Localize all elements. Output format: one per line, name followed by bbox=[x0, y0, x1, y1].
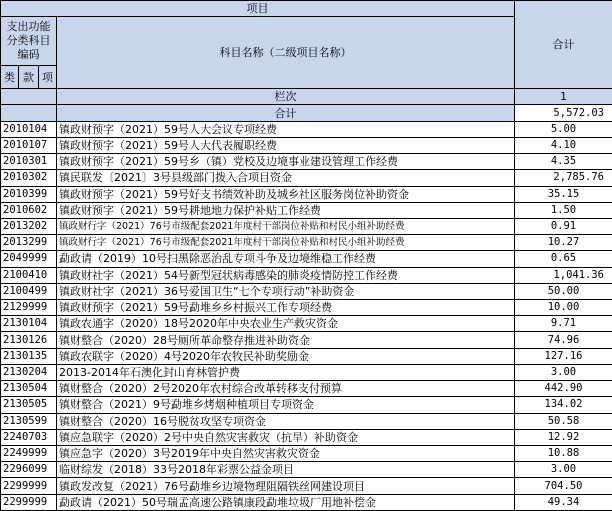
sum-label: 合计 bbox=[57, 105, 515, 121]
name-cell: 勐政请（2019）10号扫黑除恶治乱专项斗争及边境维稳工作经费 bbox=[57, 251, 515, 267]
table-row[interactable] bbox=[1, 218, 612, 234]
code-cell: 2049999 bbox=[1, 251, 57, 267]
amount-cell: 50.00 bbox=[515, 283, 612, 299]
name-cell: 镇政财社字（2021）36号爱国卫生“七个专项行动”补助资金 bbox=[57, 283, 515, 299]
row-number-value: 1 bbox=[515, 89, 612, 105]
code-cell: 2130135 bbox=[1, 348, 57, 364]
code-cell: 2100499 bbox=[1, 283, 57, 299]
table-row[interactable] bbox=[1, 397, 612, 413]
name-cell: 镇政财预字（2021）59号人大会议专项经费 bbox=[57, 121, 515, 137]
name-cell: 镇财整合（2020）2号2020年农村综合改革转移支付预算 bbox=[57, 381, 515, 397]
table-row[interactable] bbox=[1, 462, 612, 478]
amount-cell: 12.92 bbox=[515, 429, 612, 445]
amount-cell: 10.27 bbox=[515, 235, 612, 251]
code-cell: 2130504 bbox=[1, 381, 57, 397]
code-cell: 2249999 bbox=[1, 446, 57, 462]
amount-cell: 1.50 bbox=[515, 202, 612, 218]
table-row[interactable] bbox=[1, 121, 612, 137]
name-cell: 勐政请（2021）50号瑞孟高速公路镇康段勐堆垃圾厂用地补偿金 bbox=[57, 494, 515, 510]
name-cell: 镇应急字（2020）3号2019年中央自然灾害救灾资金 bbox=[57, 446, 515, 462]
code-cell: 2130204 bbox=[1, 364, 57, 380]
code-cell: 2299999 bbox=[1, 478, 57, 494]
table-row[interactable] bbox=[1, 251, 612, 267]
table-row[interactable] bbox=[1, 235, 612, 251]
table-row[interactable] bbox=[1, 154, 612, 170]
table-row[interactable] bbox=[1, 170, 612, 186]
header-item: 项 bbox=[39, 65, 57, 88]
code-cell: 2299999 bbox=[1, 494, 57, 510]
table-row[interactable] bbox=[1, 446, 612, 462]
code-cell: 2010602 bbox=[1, 202, 57, 218]
code-cell: 2010104 bbox=[1, 121, 57, 137]
sum-value: 5,572.03 bbox=[515, 105, 612, 121]
header-subject-name: 科目名称（二级项目名称） bbox=[57, 17, 515, 89]
table-row[interactable] bbox=[1, 267, 612, 283]
code-cell: 2010301 bbox=[1, 154, 57, 170]
amount-cell: 442.90 bbox=[515, 381, 612, 397]
amount-cell: 5.00 bbox=[515, 121, 612, 137]
code-cell: 2129999 bbox=[1, 300, 57, 316]
table-row[interactable] bbox=[1, 381, 612, 397]
table-row[interactable] bbox=[1, 137, 612, 153]
amount-cell: 4.10 bbox=[515, 137, 612, 153]
amount-cell: 3.00 bbox=[515, 462, 612, 478]
name-cell: 镇民联发〔2021〕3号县级部门拨入合项目资金 bbox=[57, 170, 515, 186]
table-row[interactable] bbox=[1, 202, 612, 218]
table-row[interactable] bbox=[1, 478, 612, 494]
table-row[interactable] bbox=[1, 300, 612, 316]
name-cell: 镇应急联字（2020）2号中央自然灾害救灾（抗旱）补助资金 bbox=[57, 429, 515, 445]
name-cell: 镇财整合（2020）16号脱贫攻坚专项资金 bbox=[57, 413, 515, 429]
table-row[interactable] bbox=[1, 429, 612, 445]
name-cell: 镇财整合（2020）28号厕所革命整存推进补助资金 bbox=[57, 332, 515, 348]
table-row[interactable] bbox=[1, 332, 612, 348]
table-row[interactable] bbox=[1, 348, 612, 364]
code-cell: 2130126 bbox=[1, 332, 57, 348]
table-row[interactable] bbox=[1, 316, 612, 332]
code-cell: 2010399 bbox=[1, 186, 57, 202]
amount-cell: 4.35 bbox=[515, 154, 612, 170]
amount-cell: 704.50 bbox=[515, 478, 612, 494]
name-cell: 镇政农联字（2020）4号2020年农牧民补助奖励金 bbox=[57, 348, 515, 364]
header-project: 项目 bbox=[1, 1, 515, 17]
code-cell: 2010302 bbox=[1, 170, 57, 186]
table-row[interactable] bbox=[1, 494, 612, 510]
header-total: 合计 bbox=[515, 1, 612, 89]
amount-cell: 3.00 bbox=[515, 364, 612, 380]
amount-cell: 35.15 bbox=[515, 186, 612, 202]
name-cell: 镇政发改复（2021）76号勐堆乡边境物理阻隔铁丝网建设项目 bbox=[57, 478, 515, 494]
amount-cell: 1,041.36 bbox=[515, 267, 612, 283]
table-row[interactable] bbox=[1, 364, 612, 380]
header-class: 类 bbox=[1, 65, 19, 88]
amount-cell: 10.00 bbox=[515, 300, 612, 316]
code-cell: 2130505 bbox=[1, 397, 57, 413]
name-cell: 镇政财预字（2021）59号乡（镇）党校及边境事业建设管理工作经费 bbox=[57, 154, 515, 170]
amount-cell: 50.58 bbox=[515, 413, 612, 429]
name-cell: 镇政财行字（2021）76号市级配套2021年度村干部岗位补贴和村民小组补助经费 bbox=[57, 218, 515, 234]
amount-cell: 74.96 bbox=[515, 332, 612, 348]
code-cell: 2130599 bbox=[1, 413, 57, 429]
code-cell: 2010107 bbox=[1, 137, 57, 153]
table-row[interactable] bbox=[1, 283, 612, 299]
code-cell: 2100410 bbox=[1, 267, 57, 283]
code-cell: 2296099 bbox=[1, 462, 57, 478]
header-code: 支出功能分类科目编码 bbox=[1, 17, 57, 66]
name-cell: 镇财整合（2021）9号勐堆乡烤烟种植项目专项资金 bbox=[57, 397, 515, 413]
amount-cell: 2,785.76 bbox=[515, 170, 612, 186]
code-cell: 2013202 bbox=[1, 218, 57, 234]
table-row[interactable] bbox=[1, 413, 612, 429]
name-cell: 镇政财预字（2021）59号勐堆乡乡村振兴工作专项经费 bbox=[57, 300, 515, 316]
amount-cell: 127.16 bbox=[515, 348, 612, 364]
name-cell: 镇政财行字（2021）76号市级配套2021年度村干部岗位补贴和村民小组补助经费 bbox=[57, 235, 515, 251]
code-cell: 2240703 bbox=[1, 429, 57, 445]
amount-cell: 0.91 bbox=[515, 218, 612, 234]
name-cell: 镇政财预字（2021）59号人大代表履职经费 bbox=[57, 137, 515, 153]
code-cell: 2130104 bbox=[1, 316, 57, 332]
name-cell: 镇政财预字（2021）59号好支书绩效补助及城乡社区服务岗位补助资金 bbox=[57, 186, 515, 202]
header-section: 款 bbox=[19, 65, 39, 88]
name-cell: 镇政财社字（2021）54号新型冠状病毒感染的肺炎疫情防控工作经费 bbox=[57, 267, 515, 283]
row-number-label: 栏次 bbox=[57, 89, 515, 105]
name-cell: 镇政财预字（2021）59号耕地地力保护补贴工作经费 bbox=[57, 202, 515, 218]
amount-cell: 0.65 bbox=[515, 251, 612, 267]
table-row[interactable] bbox=[1, 186, 612, 202]
code-cell: 2013299 bbox=[1, 235, 57, 251]
amount-cell: 49.34 bbox=[515, 494, 612, 510]
name-cell: 临财综发（2018）33号2018年彩票公益金项目 bbox=[57, 462, 515, 478]
amount-cell: 9.71 bbox=[515, 316, 612, 332]
amount-cell: 134.02 bbox=[515, 397, 612, 413]
name-cell: 镇政农通字（2020）18号2020年中央农业生产救灾资金 bbox=[57, 316, 515, 332]
amount-cell: 10.88 bbox=[515, 446, 612, 462]
name-cell: 2013-2014年石澳化封山育林管护费 bbox=[57, 364, 515, 380]
